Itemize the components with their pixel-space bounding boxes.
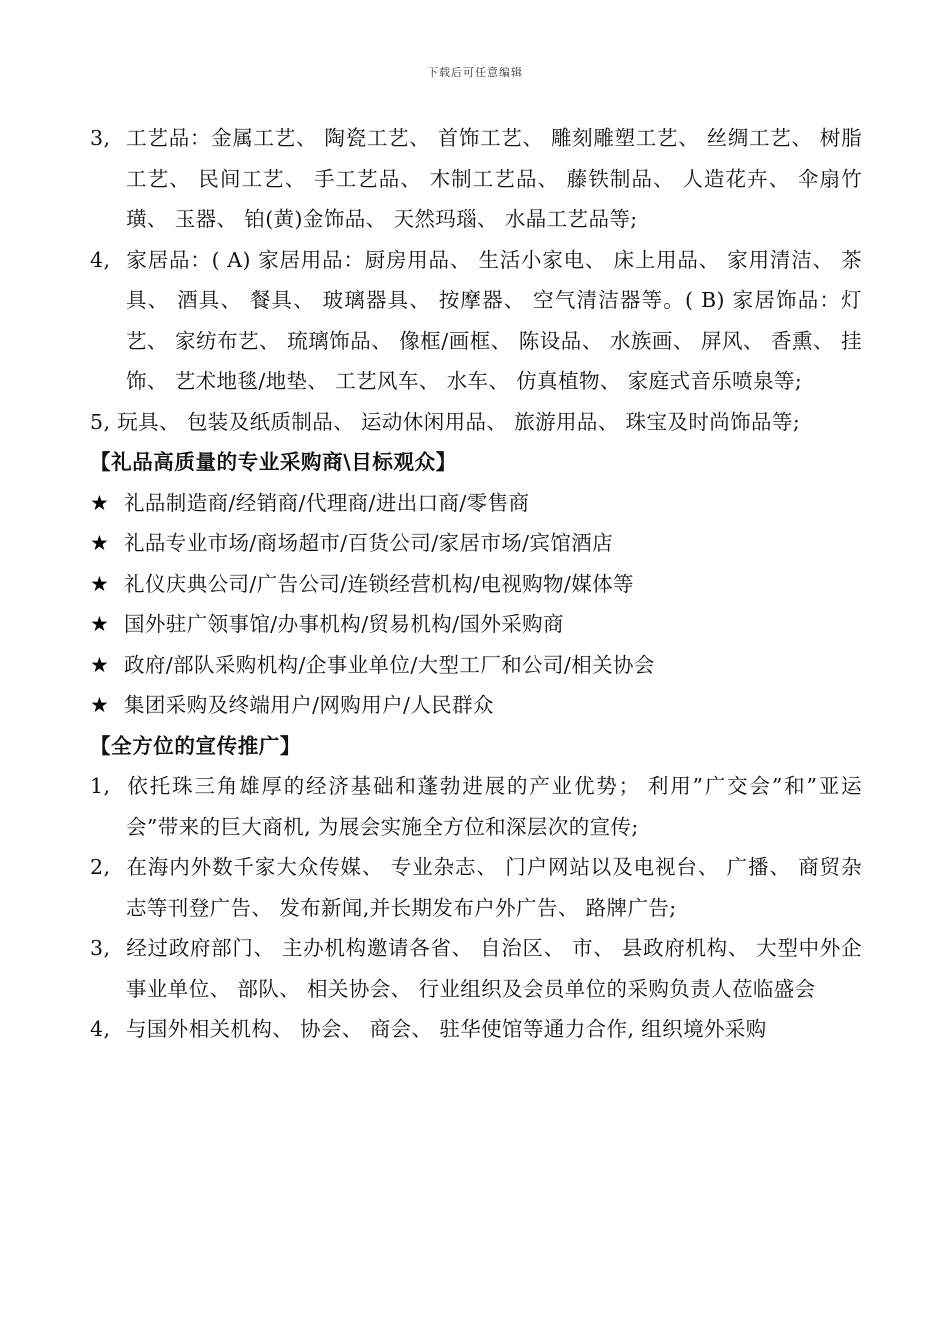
bullet-text: 国外驻广领事馆/办事机构/贸易机构/国外采购商	[124, 612, 564, 636]
bullet-item	[90, 645, 862, 686]
bullet-item	[90, 483, 862, 524]
bullet-text: 礼品专业市场/商场超市/百货公司/家居市场/宾馆酒店	[124, 531, 614, 555]
star-icon: ★	[90, 490, 110, 515]
list-item-home	[90, 240, 862, 402]
bullet-item	[90, 564, 862, 605]
list-number: 1,	[90, 774, 111, 798]
bullet-item	[90, 604, 862, 645]
star-icon: ★	[90, 612, 110, 636]
section-heading-buyers: 【礼品高质量的专业采购商\目标观众】	[90, 450, 457, 474]
promo-item	[90, 766, 862, 847]
promo-item	[90, 928, 862, 1009]
promo-item	[90, 1009, 862, 1050]
document-body	[90, 118, 862, 1050]
bullet-text: 礼仪庆典公司/广告公司/连锁经营机构/电视购物/媒体等	[124, 571, 634, 596]
list-number: 4,	[90, 1017, 111, 1041]
list-number: 2,	[90, 855, 111, 879]
list-text: 家居品：( A) 家居用品：厨房用品、 生活小家电、 床上用品、 家用清洁、 茶具、 酒具、 餐具、 玻璃器具、 按摩器、 空气清洁器等。( B) 家居饰品：灯艺、 家纺布艺、 琉璃饰品、 像框/画框、 陈设品、 水族画、 屏风、 香熏、 挂饰、 艺术地毯/地垫、 工艺风车、 水车、 仿真植物、 家庭式音乐喷泉等;	[126, 247, 862, 393]
star-icon: ★	[90, 531, 110, 555]
list-text: 与国外相关机构、 协会、 商会、 驻华使馆等通力合作, 组织境外采购	[126, 1017, 767, 1041]
bullet-item	[90, 685, 862, 726]
list-number: 4,	[90, 247, 111, 272]
list-text: 在海内外数千家大众传媒、 专业杂志、 门户网站以及电视台、 广播、 商贸杂志等刊登广告、 发布新闻,并长期发布户外广告、 路牌广告;	[126, 855, 862, 920]
section-heading-promo: 【全方位的宣传推广】	[90, 733, 301, 758]
star-icon: ★	[90, 571, 110, 596]
bullet-item	[90, 523, 862, 564]
star-icon: ★	[90, 652, 110, 677]
list-text: 依托珠三角雄厚的经济基础和蓬勃进展的产业优势； 利用”广交会”和”亚运会”带来的巨大商机, 为展会实施全方位和深层次的宣传;	[126, 774, 862, 839]
star-icon: ★	[90, 693, 110, 717]
list-item-crafts	[90, 118, 862, 240]
bullet-text: 集团采购及终端用户/网购用户/人民群众	[124, 693, 494, 717]
bullet-text: 礼品制造商/经销商/代理商/进出口商/零售商	[124, 490, 530, 515]
list-text: 工艺品：金属工艺、 陶瓷工艺、 首饰工艺、 雕刻雕塑工艺、 丝绸工艺、 树脂工艺、 民间工艺、 手工艺品、 木制工艺品、 藤铁制品、 人造花卉、 伞扇竹璜、 玉器、 铂(黄)金饰品、 天然玛瑙、 水晶工艺品等;	[126, 126, 862, 231]
page-header: 下载后可任意编辑	[427, 66, 523, 79]
list-number: 3,	[90, 126, 111, 150]
bullet-text: 政府/部队采购机构/企事业单位/大型工厂和公司/相关协会	[124, 652, 655, 677]
list-item-toys: 5, 玩具、 包装及纸质制品、 运动休闲用品、 旅游用品、 珠宝及时尚饰品等;	[90, 409, 801, 434]
promo-item	[90, 847, 862, 928]
list-number: 3,	[90, 936, 111, 960]
list-text: 经过政府部门、 主办机构邀请各省、 自治区、 市、 县政府机构、 大型中外企事业单位、 部队、 相关协会、 行业组织及会员单位的采购负责人莅临盛会	[126, 936, 862, 1001]
